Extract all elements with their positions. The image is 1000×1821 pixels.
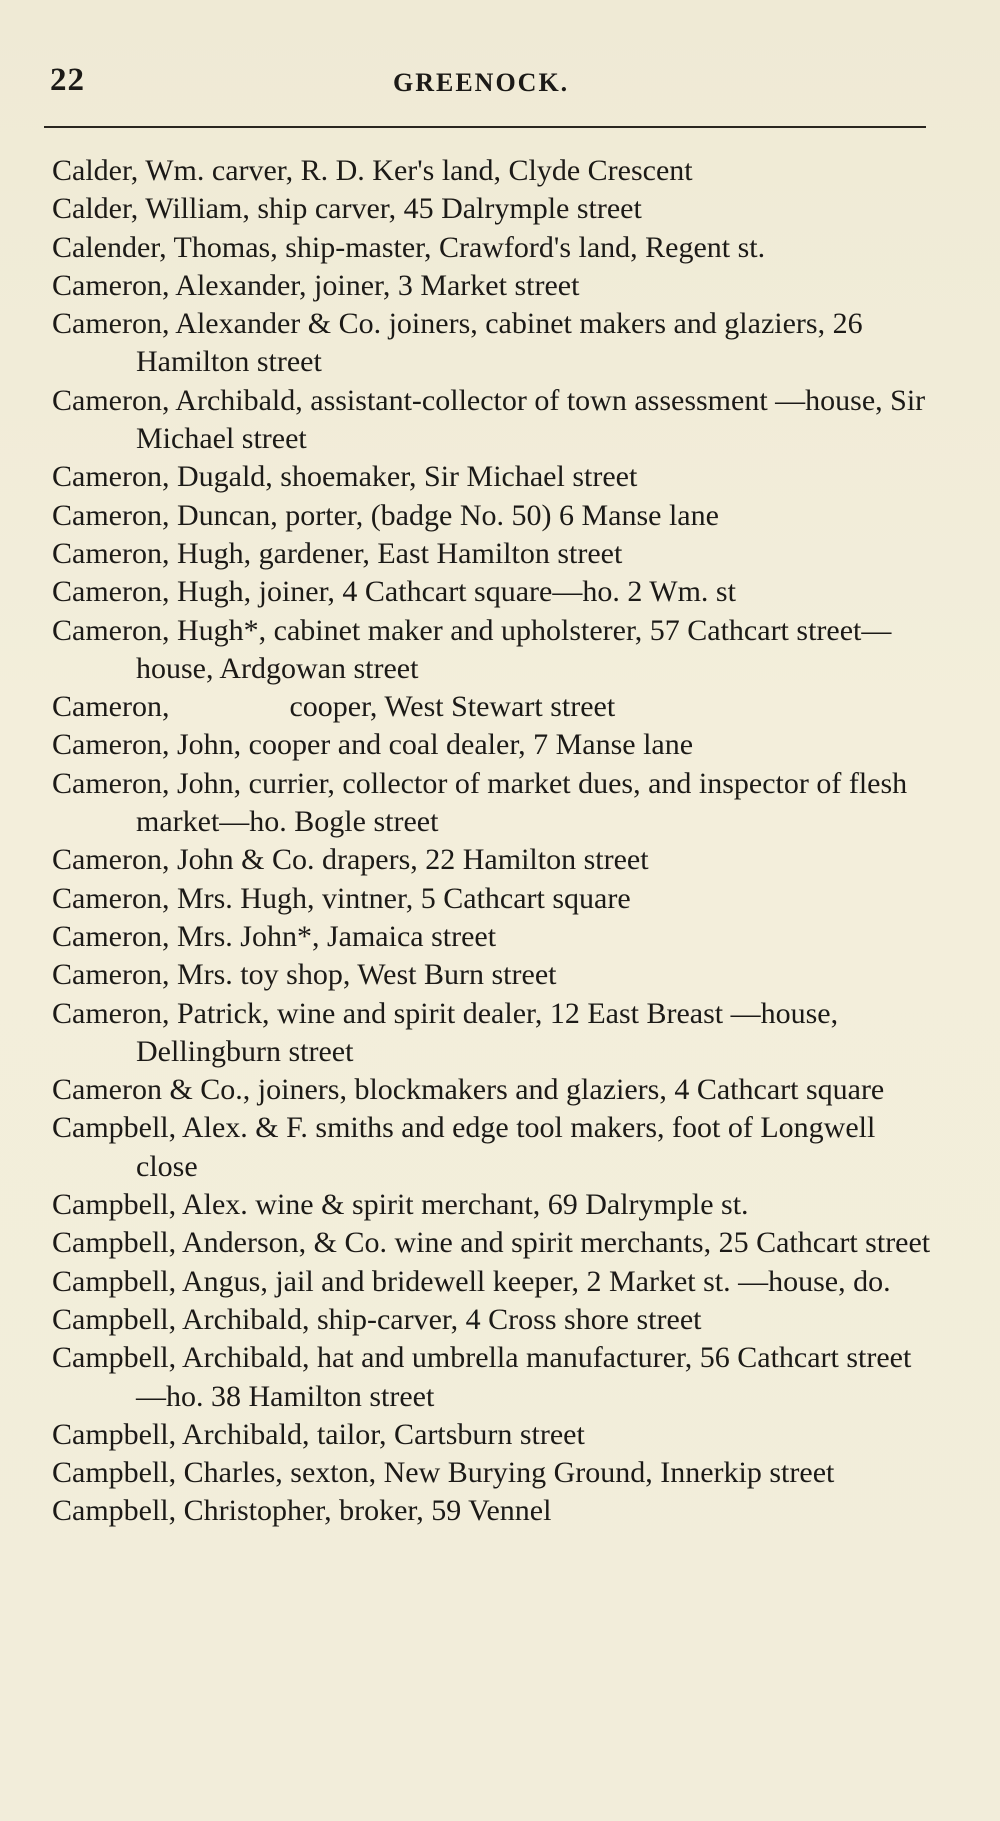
directory-entry: Cameron, Duncan, porter, (badge No. 50) 6 Manse lane xyxy=(52,498,719,532)
directory-entry: Cameron, Hugh*, cabinet maker and upholsterer, 57 Cathcart street—house, Ardgowan street xyxy=(52,613,892,685)
directory-entry: Cameron, Mrs. Hugh, vintner, 5 Cathcart square xyxy=(52,881,631,915)
directory-entry: Campbell, Alex. & F. smiths and edge tool makers, foot of Longwell close xyxy=(52,1111,876,1183)
directory-entry: Cameron, Archibald, assistant-collector of town assessment —house, Sir Michael street xyxy=(52,383,926,456)
directory-entry: Campbell, Charles, sexton, New Burying Ground, Innerkip street xyxy=(52,1456,835,1490)
directory-entry: Campbell, Archibald, ship-carver, 4 Cross shore street xyxy=(52,1302,702,1336)
header-rule xyxy=(44,126,926,128)
directory-entry: Campbell, Archibald, tailor, Cartsburn street xyxy=(52,1417,585,1451)
directory-entry: Cameron, Dugald, shoemaker, Sir Michael street xyxy=(52,460,638,494)
directory-entry: Cameron, Alexander, joiner, 3 Market street xyxy=(52,268,580,302)
directory-entry: Campbell, Christopher, broker, 59 Vennel xyxy=(52,1494,552,1528)
directory-entry: Campbell, Alex. wine & spirit merchant, 69 Dalrymple st. xyxy=(52,1188,749,1222)
running-head: GREENOCK. xyxy=(393,68,570,97)
page-number: 22 xyxy=(50,62,85,98)
directory-entry: Cameron, Patrick, wine and spirit dealer, 12 East Breast —house, Dellingburn street xyxy=(52,996,839,1068)
directory-entry: Calder, Wm. carver, R. D. Ker's land, Clyde Crescent xyxy=(52,154,693,187)
directory-entry: Calder, William, ship carver, 45 Dalrymple street xyxy=(52,192,642,226)
directory-entry: Calender, Thomas, ship-master, Crawford's land, Regent st. xyxy=(52,230,766,264)
directory-entries xyxy=(52,152,932,1531)
directory-entry: Cameron, John & Co. drapers, 22 Hamilton street xyxy=(52,843,649,877)
directory-entry: Cameron, John, currier, collector of market dues, and inspector of flesh market—ho. Bogle street xyxy=(52,766,908,839)
directory-entry: Cameron, Hugh, gardener, East Hamilton street xyxy=(52,536,623,570)
page-bottom-margin xyxy=(0,1701,1000,1821)
directory-entry: Cameron, Hugh, joiner, 4 Cathcart square—ho. 2 Wm. st xyxy=(52,575,736,609)
directory-entry: Cameron & Co., joiners, blockmakers and glaziers, 4 Cathcart square xyxy=(52,1073,885,1107)
directory-entry: Campbell, Archibald, hat and umbrella manufacturer, 56 Cathcart street—ho. 38 Hamilton street xyxy=(52,1341,912,1413)
directory-entry: Cameron, cooper, West Stewart street xyxy=(52,690,616,724)
directory-entry: Campbell, Anderson, & Co. wine and spirit merchants, 25 Cathcart street xyxy=(52,1226,931,1260)
directory-entry: Cameron, Mrs. John*, Jamaica street xyxy=(52,919,497,953)
directory-entry: Cameron, John, cooper and coal dealer, 7 Manse lane xyxy=(52,728,694,762)
directory-entry: Cameron, Mrs. toy shop, West Burn street xyxy=(52,958,557,992)
directory-entry: Campbell, Angus, jail and bridewell keeper, 2 Market st. —house, do. xyxy=(52,1264,891,1298)
directory-entry: Cameron, Alexander & Co. joiners, cabinet makers and glaziers, 26 Hamilton street xyxy=(52,307,863,379)
page-header xyxy=(50,62,930,102)
